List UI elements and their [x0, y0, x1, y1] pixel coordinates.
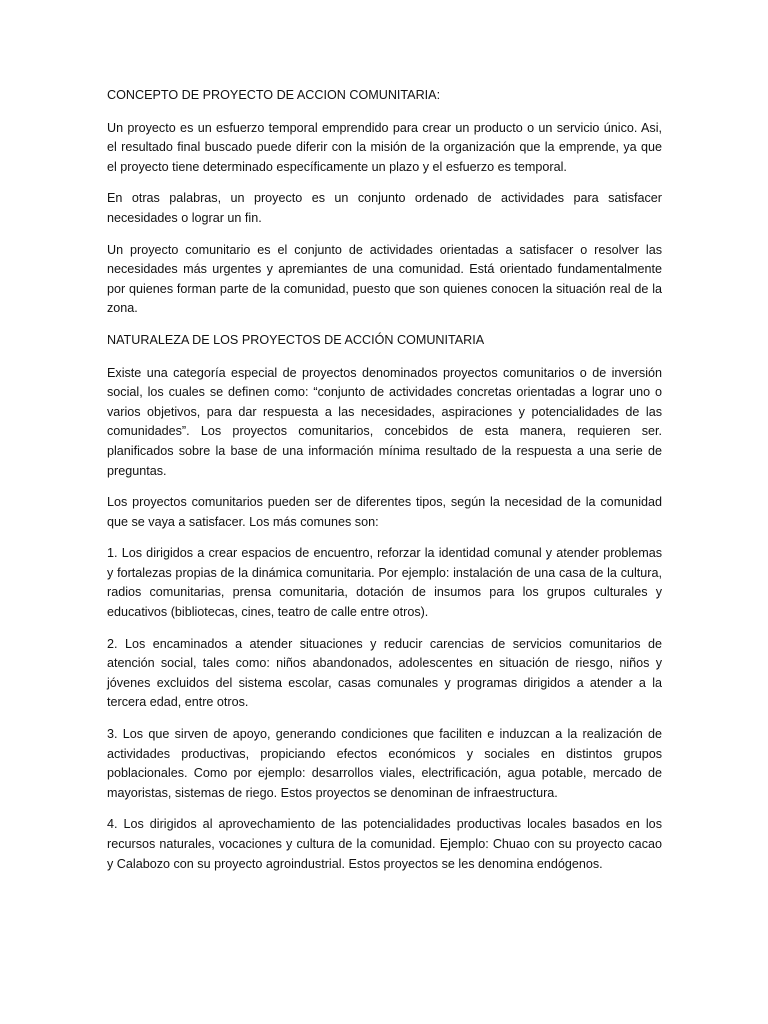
list-item-4: 4. Los dirigidos al aprovechamiento de las potencialidades productivas locales basados en los recursos naturales, vocaciones y cultura de la comunidad. Ejemplo: Chuao con su proyecto cacao y Calabozo con su proyecto agroindustrial. Estos proyectos se les denomina endógenos.: [107, 817, 662, 871]
paragraph-types-intro: Los proyectos comunitarios pueden ser de diferentes tipos, según la necesidad de la comunidad que se vaya a satisfacer. Los más comunes son:: [107, 495, 662, 529]
paragraph-definition: Un proyecto es un esfuerzo temporal emprendido para crear un producto o un servicio único. Asi, el resultado final buscado puede diferir con la misión de la organización que la emprende, ya que el proyecto tiene determinado específicamente un plazo y el esfuerzo es temporal.: [107, 120, 662, 174]
section-heading-naturaleza: NATURALEZA DE LOS PROYECTOS DE ACCIÓN COMUNITARIA: [107, 332, 485, 347]
paragraph-community-project: Un proyecto comunitario es el conjunto de actividades orientadas a satisfacer o resolver las necesidades más urgentes y apremiantes de una comunidad. Está orientado fundamentalmente por quienes forman parte de la comunidad, puesto que son quienes conocen la situación real de la zona.: [107, 242, 662, 316]
list-item-3: 3. Los que sirven de apoyo, generando condiciones que faciliten e induzcan a la realización de actividades productivas, propiciando efectos económicos y sociales en distintos grupos poblacionales. Como por ejemplo: desarrollos viales, electrificación, agua potable, mercado de mayoristas, sistemas de riego. Estos proyectos se denominan de infraestructura.: [107, 727, 662, 800]
paragraph-special-category: Existe una categoría especial de proyectos denominados proyectos comunitarios o de inversión social, los cuales se definen como: “conjunto de actividades concretas orientadas a lograr uno o varios objetivos, para dar respuesta a las necesidades, aspiraciones y potencialidades de las comunidades”. Los proyectos comunitarios, concebidos de esta manera, requieren ser. planificados sobre la base de una información mínima resultado de la respuesta a una serie de preguntas.: [107, 365, 662, 478]
paragraph-other-words: En otras palabras, un proyecto es un conjunto ordenado de actividades para satisfacer necesidades o lograr un fin.: [107, 191, 662, 225]
list-item-2: 2. Los encaminados a atender situaciones y reducir carencias de servicios comunitarios de atención social, tales como: niños abandonados, adolescentes en situación de riesgo, niños y jóvenes excluidos del sistema escolar, casas comunales y programas dirigidos a atender a la tercera edad, entre otros.: [107, 636, 662, 710]
list-item-1: 1. Los dirigidos a crear espacios de encuentro, reforzar la identidad comunal y atender problemas y fortalezas propias de la dinámica comunitaria. Por ejemplo: instalación de una casa de la cultura, radios comunitarias, prensa comunitaria, dotación de insumos para los grupos culturales y educativos (bibliotecas, cines, teatro de calle entre otros).: [107, 546, 662, 620]
document-page: [107, 86, 662, 886]
section-heading-concepto: CONCEPTO DE PROYECTO DE ACCION COMUNITARIA:: [107, 88, 441, 102]
